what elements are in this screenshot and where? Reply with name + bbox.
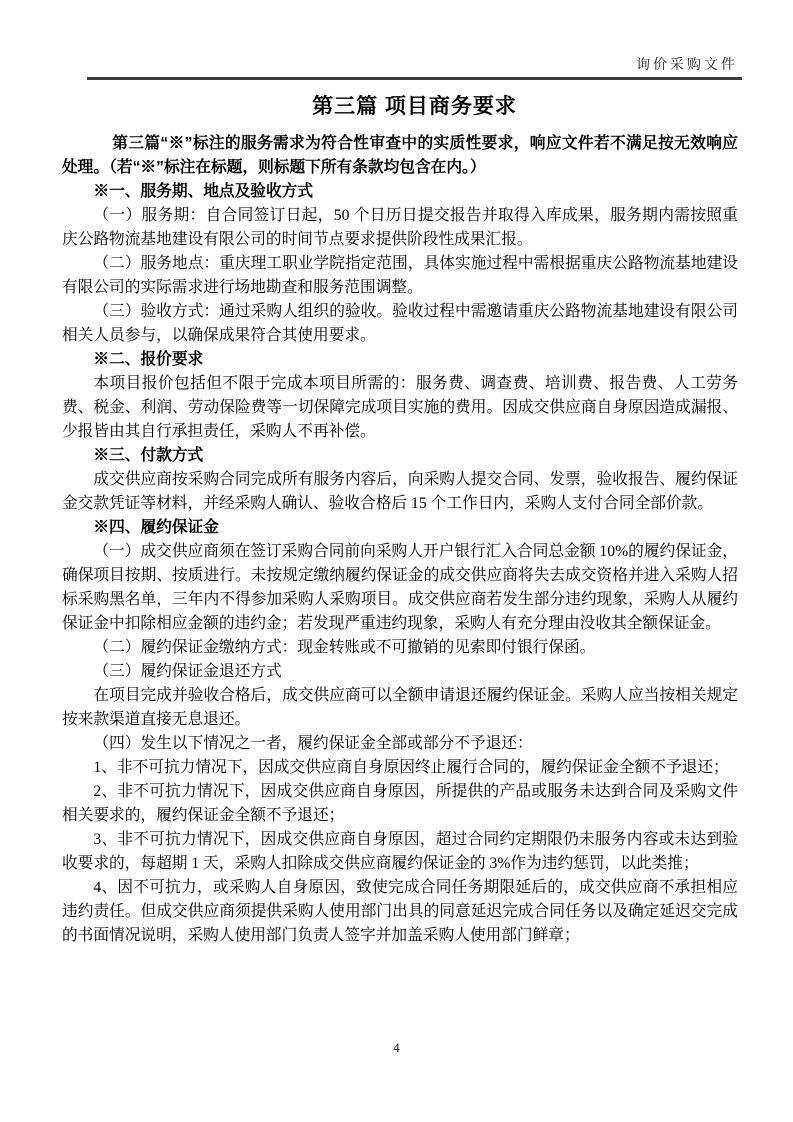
paragraph: （二）服务地点：重庆理工职业学院指定范围，具体实施过程中需根据重庆公路物流基地建设有限公司的实际需求进行场地勘查和服务范围调整。	[62, 255, 738, 296]
header-divider	[87, 77, 742, 80]
paragraph: 成交供应商按采购合同完成所有服务内容后，向采购人提交合同、发票，验收报告、履约保证金交款凭证等材料，并经采购人确认、验收合格后 15 个工作日内，采购人支付合同全部价款。	[62, 471, 738, 512]
paragraph: （三）履约保证金退还方式	[93, 663, 282, 680]
paragraph: （一）服务期：自合同签订日起，50 个日历日提交报告并取得入库成果，服务期内需按照重庆公路物流基地建设有限公司的时间节点要求提供阶段性成果汇报。	[62, 207, 738, 248]
paragraph: （四）发生以下情况之一者，履约保证金全部或部分不予退还：	[93, 735, 533, 752]
section-heading: ※三、付款方式	[93, 447, 204, 464]
document-title: 第三篇 项目商务要求	[312, 95, 517, 118]
paragraph: （三）验收方式：通过采购人组织的验收。验收过程中需邀请重庆公路物流基地建设有限公司相关人员参与，以确保成果符合其使用要求。	[62, 303, 738, 344]
paragraph: （一）成交供应商须在签订采购合同前向采购人开户银行汇入合同总金额 10%的履约保证金，确保项目按期、按质进行。未按规定缴纳履约保证金的成交供应商将失去成交资格并进入采购人招标采购黑名单，三年内不得参加采购人采购项目。成交供应商若发生部分违约现象，采购人从履约保证金中扣除相应金额的违约金；若发现严重违约现象，采购人有充分理由没收其全额保证金。	[62, 543, 738, 632]
section-heading: ※一、服务期、地点及验收方式	[93, 183, 314, 200]
document-body	[62, 132, 738, 948]
paragraph: 1、非不可抗力情况下，因成交供应商自身原因终止履行合同的，履约保证金全额不予退还；	[93, 759, 729, 776]
paragraph: 在项目完成并验收合格后，成交供应商可以全额申请退还履约保证金。采购人应当按相关规定按来款渠道直接无息退还。	[62, 687, 738, 728]
paragraph: 3、非不可抗力情况下，因成交供应商自身原因，超过合同约定期限仍未服务内容或未达到验收要求的，每超期 1 天，采购人扣除成交供应商履约保证金的 3%作为违约惩罚，以此类推；	[62, 831, 738, 872]
paragraph: 4、因不可抗力，或采购人自身原因，致使完成合同任务期限延后的，成交供应商不承担相应违约责任。但成交供应商须提供采购人使用部门出具的同意延迟完成合同任务以及确定延迟交完成的书面情况说明，采购人使用部门负责人签字并加盖采购人使用部门鲜章；	[62, 879, 738, 944]
paragraph: 2、非不可抗力情况下，因成交供应商自身原因，所提供的产品或服务未达到合同及采购文件相关要求的，履约保证金全额不予退还；	[62, 783, 738, 824]
page-number: 4	[393, 1040, 400, 1055]
header-label: 询价采购文件	[636, 58, 738, 73]
running-header	[62, 54, 738, 74]
section-heading: ※二、报价要求	[93, 351, 204, 368]
paragraph: 本项目报价包括但不限于完成本项目所需的：服务费、调查费、培训费、报告费、人工劳务费、税金、利润、劳动保险费等一切保障完成项目实施的费用。因成交供应商自身原因造成漏报、少报皆由其自行承担责任，采购人不再补偿。	[62, 375, 738, 440]
intro-paragraph: 第三篇“※”标注的服务需求为符合性审查中的实质性要求，响应文件若不满足按无效响应处理。（若“※”标注在标题，则标题下所有条款均包含在内。）	[62, 135, 738, 176]
paragraph: （二）履约保证金缴纳方式：现金转账或不可撤销的见索即付银行保函。	[93, 639, 596, 656]
section-heading: ※四、履约保证金	[93, 519, 219, 536]
